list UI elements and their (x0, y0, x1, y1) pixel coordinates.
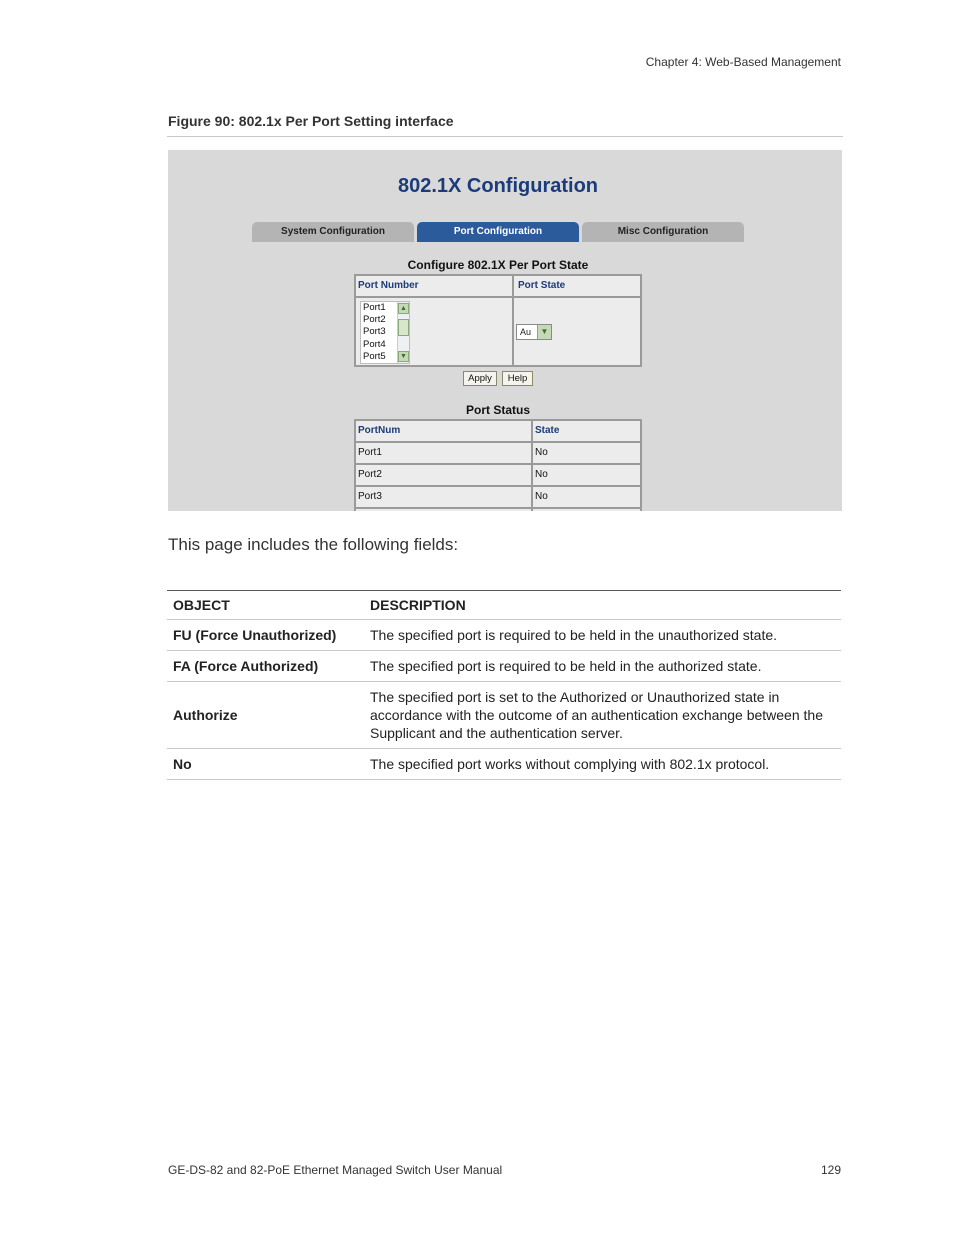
help-button[interactable]: Help (502, 371, 533, 386)
field-object: Authorize (167, 682, 364, 749)
table-row (167, 620, 841, 651)
field-object: FU (Force Unauthorized) (167, 620, 364, 651)
page-number: 129 (820, 1163, 841, 1177)
table-header-row (167, 591, 841, 620)
tab-system-configuration[interactable]: System Configuration (252, 222, 414, 242)
per-port-title: Configure 802.1X Per Port State (407, 258, 589, 272)
port-listbox[interactable] (360, 301, 410, 364)
list-item[interactable]: Port4 (363, 338, 386, 350)
row-divider (356, 296, 640, 298)
config-tabs (252, 222, 744, 242)
scroll-down-icon[interactable]: ▼ (398, 351, 409, 362)
field-description: The specified port is required to be held in the unauthorized state. (364, 620, 841, 651)
port-status-title: Port Status (465, 403, 530, 417)
col-portnum: PortNum (358, 425, 401, 436)
list-item[interactable]: Port5 (363, 350, 386, 362)
tab-port-configuration[interactable]: Port Configuration (417, 222, 579, 242)
tab-misc-configuration[interactable]: Misc Configuration (582, 222, 744, 242)
field-description: The specified port works without complying with 802.1x protocol. (364, 749, 841, 780)
table-row (167, 682, 841, 749)
listbox-scrollbar[interactable] (397, 302, 409, 363)
port-state-value: Au (520, 327, 532, 337)
status-state: No (535, 491, 548, 502)
field-object: FA (Force Authorized) (167, 651, 364, 682)
fields-table (167, 590, 841, 780)
apply-button[interactable]: Apply (463, 371, 497, 386)
status-state: No (535, 469, 548, 480)
list-item[interactable]: Port3 (363, 326, 386, 338)
col-port-state: Port State (518, 280, 566, 291)
table-row (167, 749, 841, 780)
col-state: State (535, 425, 560, 436)
port-status-table (354, 419, 642, 511)
header-description: DESCRIPTION (364, 591, 841, 620)
status-port: Port1 (358, 447, 382, 458)
chapter-header: Chapter 4: Web-Based Management (645, 55, 841, 69)
row-divider (356, 507, 640, 509)
scroll-up-icon[interactable]: ▲ (398, 303, 409, 314)
status-port: Port2 (358, 469, 382, 480)
per-port-table (354, 274, 642, 367)
caption-divider (167, 136, 843, 137)
port-state-select[interactable] (516, 324, 552, 340)
field-description: The specified port is required to be held in the authorized state. (364, 651, 841, 682)
field-object: No (167, 749, 364, 780)
list-item[interactable]: Port1 (363, 302, 386, 313)
col-port-number: Port Number (358, 280, 419, 291)
figure-screenshot (168, 150, 842, 511)
list-item[interactable]: Port2 (363, 314, 386, 326)
status-port: Port3 (358, 491, 382, 502)
intro-text: This page includes the following fields: (168, 535, 459, 554)
header-object: OBJECT (167, 591, 364, 620)
scroll-thumb[interactable] (398, 319, 409, 336)
status-state: No (535, 447, 548, 458)
table-row (356, 443, 640, 463)
col-divider (512, 276, 514, 365)
table-row (167, 651, 841, 682)
field-description: The specified port is set to the Authorized or Unauthorized state in accordance with the outcome of an authentication exchange between the Supplicant and the authentication server. (364, 682, 841, 749)
table-row (356, 487, 640, 507)
table-row (356, 465, 640, 485)
footer-manual-title: GE-DS-82 and 82-PoE Ethernet Managed Switch User Manual (168, 1163, 503, 1177)
chevron-down-icon[interactable]: ▼ (537, 325, 551, 339)
figure-caption: Figure 90: 802.1x Per Port Setting interface (168, 113, 454, 129)
config-title: 802.1X Configuration (397, 175, 599, 197)
